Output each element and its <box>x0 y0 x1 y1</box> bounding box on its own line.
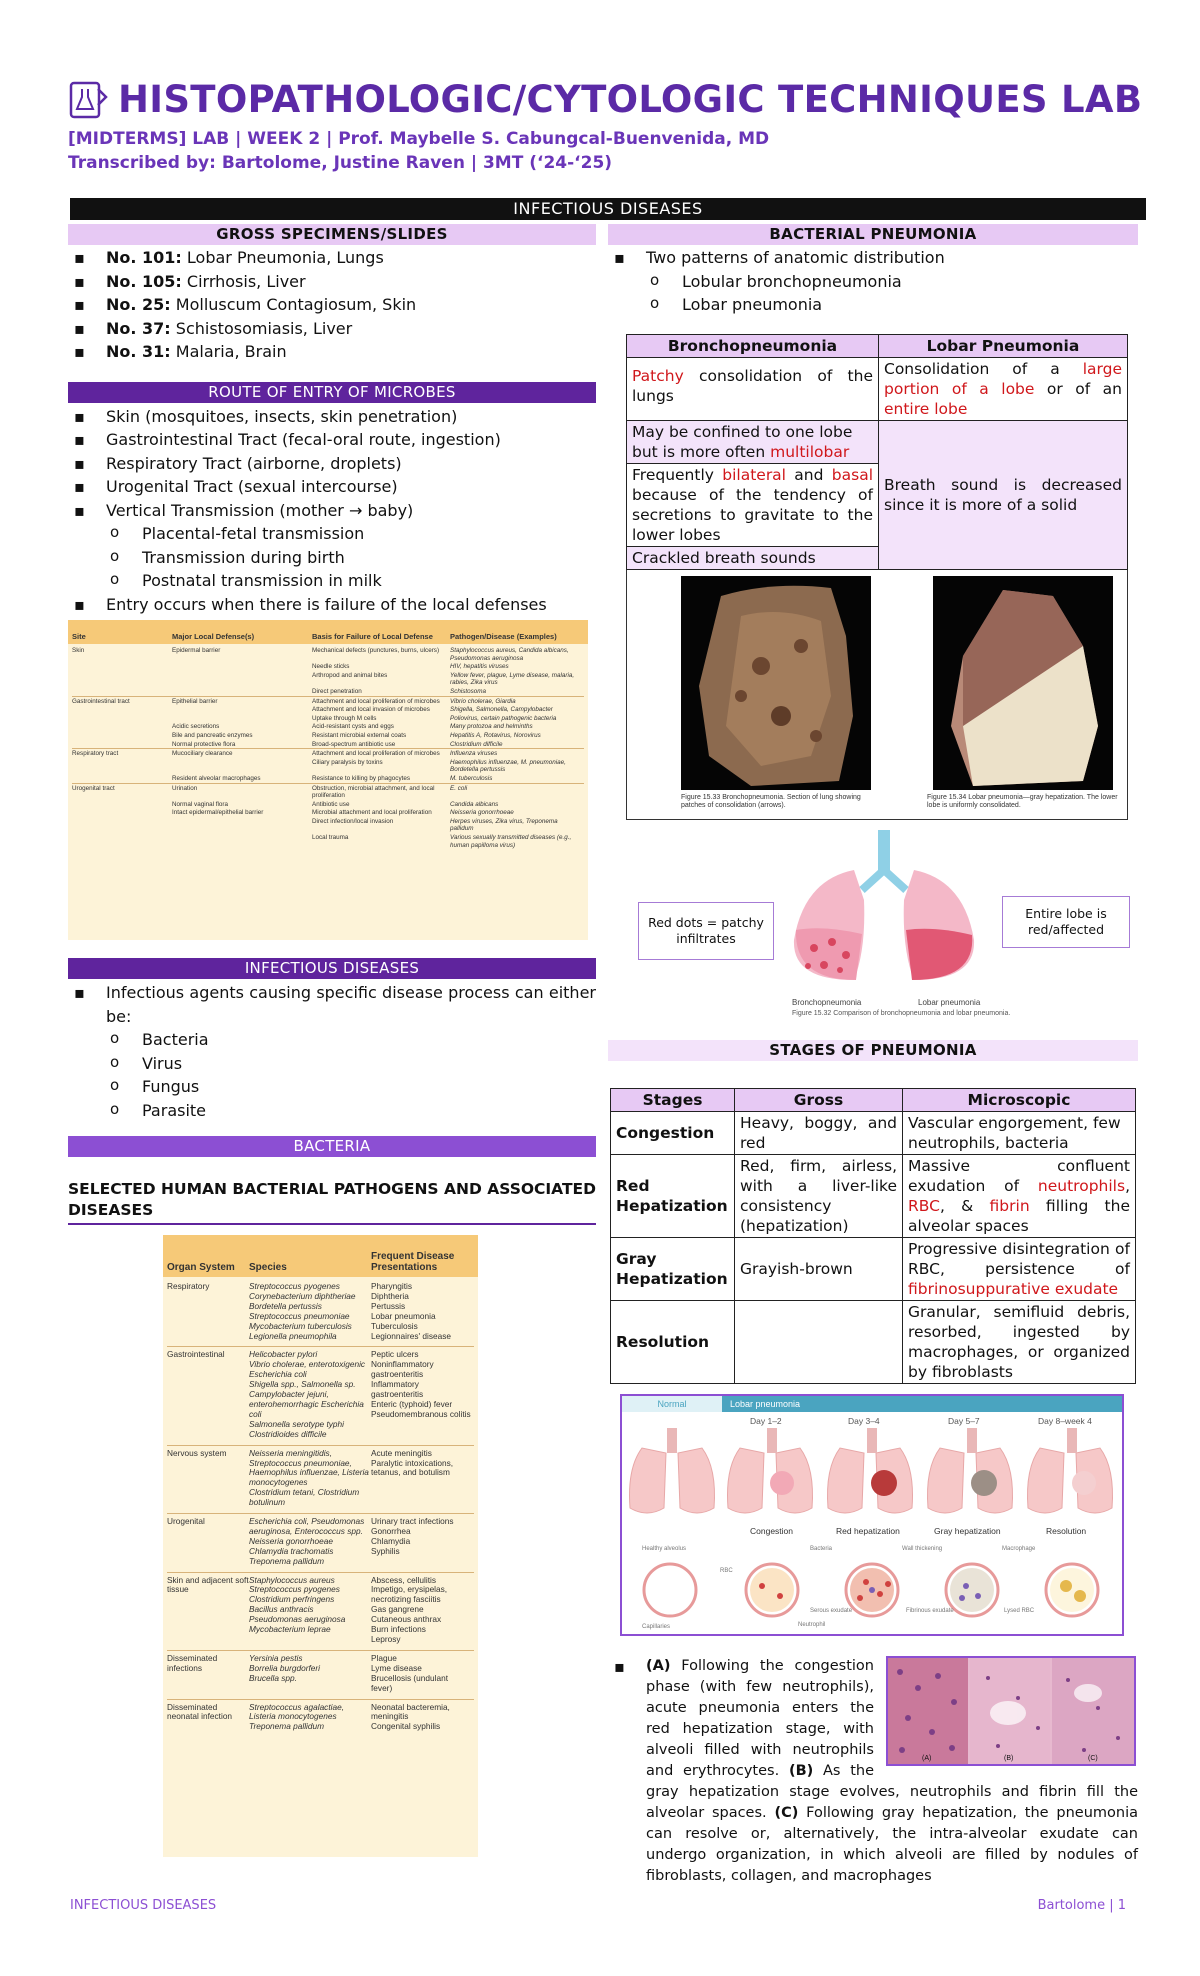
table-cell: Ciliary paralysis by toxins <box>312 758 383 766</box>
main-banner: INFECTIOUS DISEASES <box>70 198 1146 220</box>
table-cell: Gastrointestinal tract <box>72 697 130 705</box>
disease: Pertussis <box>371 1300 406 1311</box>
table-cell: Mucociliary clearance <box>172 750 233 758</box>
list-item: ▪ No. 101: Lobar Pneumonia, Lungs <box>68 246 596 270</box>
gross-heading: GROSS SPECIMENS/SLIDES <box>68 224 596 245</box>
histology-section <box>608 1656 1138 1887</box>
table-cell: Herpes viruses, Zika virus, Treponema pallidum <box>450 817 558 833</box>
organ-system: Gastrointestinal <box>167 1349 225 1360</box>
species: Bordetella pertussis <box>249 1300 322 1311</box>
list-item: o Bacteria <box>106 1028 596 1052</box>
diagram-label: Lobar pneumonia <box>918 997 981 1007</box>
table-cell: Direct infection/local invasion <box>312 817 394 825</box>
list-item: ▪ Two patterns of anatomic distribution o Lobular bronchopneumonia o Lobar pneumonia <box>608 246 1138 317</box>
disease: Legionnaires' disease <box>371 1330 451 1341</box>
table-cell: Urogenital tract <box>72 784 115 792</box>
species: Streptococcus pneumoniae <box>249 1310 350 1321</box>
header-subtitle: [MIDTERMS] LAB | WEEK 2 | Prof. Maybelle S. Cabungcal-Buenvenida, MD <box>68 129 770 149</box>
table-row <box>72 833 584 849</box>
route-list <box>68 405 596 617</box>
list-item: ▪ No. 25: Molluscum Contagiosum, Skin <box>68 293 596 317</box>
diagram-label: Day 5–7 <box>948 1415 980 1426</box>
bacteria-subheading: SELECTED HUMAN BACTERIAL PATHOGENS AND ASSOCIATED DISEASES <box>68 1179 596 1225</box>
list-item: ▪ Entry occurs when there is failure of the local defenses <box>68 593 596 617</box>
table-cell: Clostridium difficile <box>450 740 503 748</box>
table-cell: Schistosoma <box>450 687 487 695</box>
table-cell: Attachment and local proliferation of microbes <box>312 697 440 705</box>
species: Yersinia pestis <box>249 1652 303 1663</box>
table-cell: Frequently bilateral and basal because of the tendency of secretions to gravitate to the lower lobes <box>627 463 879 546</box>
footer-page-number: Bartolome | 1 <box>1037 1898 1126 1913</box>
page-title: HISTOPATHOLOGIC/CYTOLOGIC TECHNIQUES LAB <box>118 78 1143 121</box>
disease: Gonorrhea <box>371 1525 411 1536</box>
table-cell: Direct penetration <box>312 687 362 695</box>
header-transcriber: Transcribed by: Bartolome, Justine Raven | 3MT (‘24-‘25) <box>68 153 613 173</box>
diagram-label: Normal <box>622 1396 722 1412</box>
right-column <box>608 224 1138 1887</box>
table-cell: Influenza viruses <box>450 750 498 758</box>
table-cell: Shigella, Salmonella, Campylobacter <box>450 706 553 714</box>
lung-stage-illustrations <box>622 1428 1122 1528</box>
table-cell: Resolution <box>611 1300 735 1383</box>
disease: Paralytic intoxications, tetanus, and botulism <box>371 1457 454 1478</box>
table-row <box>72 817 584 833</box>
species: Vibrio cholerae, enterotoxigenic Escherichia coli <box>249 1359 366 1380</box>
species: Chlamydia trachomatis <box>249 1545 334 1556</box>
species: Mycobacterium tuberculosis <box>249 1320 352 1331</box>
diagram-label: RBC <box>720 1567 733 1574</box>
table-cell: Needle sticks <box>312 663 350 671</box>
diagram-label: Capillaries <box>642 1623 671 1630</box>
disease: Burn infections <box>371 1624 426 1635</box>
disease: Urinary tract infections <box>371 1516 454 1527</box>
disease: Brucellosis (undulant fever) <box>371 1672 449 1693</box>
pneumonia-stages-diagram <box>620 1394 1124 1636</box>
table-cell: HIV, hepatitis viruses <box>450 663 509 671</box>
table-cell: Vibrio cholerae, Giardia <box>450 697 516 705</box>
footer-section-label: INFECTIOUS DISEASES <box>70 1898 217 1913</box>
disease: Cutaneous anthrax <box>371 1614 442 1625</box>
table-cell <box>172 706 312 714</box>
table-row <box>167 1445 474 1513</box>
diagram-label: Wall thickening <box>902 1545 943 1552</box>
species: Borrelia burgdorferi <box>249 1662 321 1673</box>
table-row <box>167 1650 474 1699</box>
diagram-label: Day 3–4 <box>848 1415 880 1426</box>
disease: Peptic ulcers <box>371 1349 419 1360</box>
table-row <box>72 800 584 809</box>
list-item: ▪ (A) Following the congestion phase (with few neutrophils), acute pneumonia enters the red hepatization stage, with alveoli filled with neutrophils and erythrocytes. (B) As the gray hepatization stage evolves, neutrophils and fibrin fill the alveolar spaces. (C) Following gray hepatization, the pneumonia can resolve or, alternatively, the intra-alveolar exudate can undergo organization, in which alveoli are filled by nodules of fibroblasts, collagen, and macrophages <box>608 1656 1138 1887</box>
table-cell: Normal vaginal flora <box>172 800 228 808</box>
disease: Diphtheria <box>371 1290 409 1301</box>
species: Legionella pneumophila <box>249 1330 337 1341</box>
organ-system: Disseminated neonatal infection <box>167 1701 233 1722</box>
table-cell: Gray Hepatization <box>611 1237 735 1300</box>
bacteria-heading: BACTERIA <box>68 1136 596 1157</box>
table-cell: Skin <box>72 647 85 654</box>
disease: Pharyngitis <box>371 1281 413 1291</box>
species: Streptococcus agalactiae, Listeria monocytogenes <box>249 1701 345 1722</box>
table-row <box>167 1572 474 1650</box>
table-row <box>167 1279 474 1346</box>
diagram-label: Lobar pneumonia <box>722 1396 1122 1412</box>
organ-system: Disseminated infections <box>167 1652 218 1673</box>
table-cell: Staphylococcus aureus, Candida albicans, Pseudomonas aeruginosa <box>450 647 569 662</box>
table-cell: Yellow fever, plague, Lyme disease, malaria, rabies, Zika virus <box>450 671 575 687</box>
diagram-label: Serous exudate <box>810 1607 853 1614</box>
table-cell: Normal protective flora <box>172 740 236 748</box>
gross-lung-figures <box>626 570 1128 820</box>
species: Streptococcus pyogenes <box>249 1281 340 1291</box>
organ-system: Nervous system <box>167 1447 227 1458</box>
disease: Pseudomembranous colitis <box>371 1408 471 1419</box>
table-cell: Uptake through M cells <box>312 714 377 722</box>
disease: Gas gangrene <box>371 1604 424 1615</box>
species: Neisseria meningitidis, Streptococcus pneumoniae, Haemophilus influenzae, Listeria monocytogenes <box>249 1447 369 1488</box>
figure-caption: Figure 15.34 Lobar pneumonia—gray hepatization. The lower lobe is uniformly consolidated. <box>927 793 1118 809</box>
list-item: ▪ Respiratory Tract (airborne, droplets) <box>68 452 596 476</box>
organ-system: Respiratory <box>167 1281 210 1291</box>
table-cell <box>172 663 312 671</box>
flask-icon <box>68 79 110 121</box>
table-cell <box>72 672 172 687</box>
diagram-label: Healthy alveolus <box>642 1545 687 1552</box>
table-cell: May be confined to one lobe but is more often multilobar <box>627 420 879 463</box>
disease: Plague <box>371 1652 397 1663</box>
figure-caption: Figure 15.33 Bronchopneumonia. Section of lung showing patches of consolidation (arrows). <box>681 793 861 809</box>
table-cell: Crackled breath sounds <box>627 546 879 569</box>
table-header: Bronchopneumonia <box>627 334 879 357</box>
species: Neisseria gonorrhoeae <box>249 1535 333 1546</box>
table-cell: Poliovirus, certain pathogenic bacteria <box>450 714 557 722</box>
bacterial-pathogens-table-image: Organ System Species Frequent Disease Presentations Respiratory Streptococcus pyogenes Corynebacterium diphtheriae Bordetella pertussis Streptococcus pneumoniae Mycobacterium tuberculosis Legionella pneumophila Pharyngitis Diphtheria Pertussis Lobar pneumonia Tuberculosis Legionnaires' disease Gastrointestinal Helicobacter pylori Vibrio cholerae, enterotoxigenic Escherichia coli Shigella spp., Salmonella sp. Campylobacter jejuni, enterohemorrhagic Escherichia coli Salmonella serotype typhi Clostridioides difficile Peptic ulcers Noninflammatory gastroenteritis Inflammatory gastroenteritis Enteric (typhoid) fever Pseudomembranous colitis Nervous system Neisseria meningitidis, Streptococcus pneumoniae, Haemophilus influenzae, Listeria monocytogenes Clostridium tetani, Clostridium botulinum Acute meningitis Paralytic intoxications, tetanus, and botulism Urogenital Escherichia coli, Pseudomonas aeruginosa, Enterococcus spp. Neisseria gonorrhoeae Chlamydia trachomatis Treponema pallidum Urinary tract infections Gonorrhea Chlamydia Syphilis Skin and adjacent soft tissue Staphylococcus aureus Streptococcus pyogenes Clostridium perfringens Bacillus anthracis Pseudomonas aeruginosa Mycobacterium leprae Abscess, cellulitis Impetigo, erysipelas, necrotizing fasciitis Gas gangrene Cutaneous anthrax Burn infections Leprosy Disseminated infections Yersinia pestis Borrelia burgdorferi Brucella spp. Plague Lyme disease Brucellosis (undulant fever) Disseminated neonatal infection Streptococcus agalactiae, Listeria monocytogenes Treponema pallidum Neonatal bacteremia, meningitis Congenital syphilis <box>163 1235 478 1857</box>
table-cell: Heavy, boggy, and red <box>735 1111 903 1154</box>
diagram-label: Neutrophil <box>798 1621 826 1628</box>
list-item: ▪ Gastrointestinal Tract (fecal-oral route, ingestion) <box>68 428 596 452</box>
disease: Lyme disease <box>371 1662 422 1673</box>
table-cell: Respiratory tract <box>72 750 119 758</box>
disease: Leprosy <box>371 1634 401 1644</box>
stages-table <box>610 1088 1136 1384</box>
table-cell: Red, firm, airless, with a liver-like consistency (hepatization) <box>735 1154 903 1237</box>
list-item: ▪ No. 37: Schistosomiasis, Liver <box>68 317 596 341</box>
table-row <box>72 774 584 783</box>
table-cell: Epithelial barrier <box>172 697 218 705</box>
table-cell: Progressive disintegration of RBC, persistence of fibrinosuppurative exudate <box>903 1237 1136 1300</box>
organ-system: Urogenital <box>167 1516 205 1527</box>
disease: Inflammatory gastroenteritis <box>371 1379 424 1400</box>
disease: Neonatal bacteremia, meningitis <box>371 1701 450 1722</box>
species: Helicobacter pylori <box>249 1349 318 1360</box>
species: Treponema pallidum <box>249 1555 325 1566</box>
table-header: Microscopic <box>903 1088 1136 1111</box>
table-cell: Local trauma <box>312 834 349 842</box>
diagram-label: Fibrinous exudate <box>906 1607 954 1614</box>
table-cell: Bile and pancreatic enzymes <box>172 731 253 739</box>
diagram-label: Red hepatization <box>836 1525 900 1536</box>
disease: Impetigo, erysipelas, necrotizing fasciitis <box>371 1584 448 1605</box>
table-cell: Arthropod and animal bites <box>312 671 388 679</box>
list-item: ▪ Urogenital Tract (sexual intercourse) <box>68 475 596 499</box>
alveolus-stage-illustrations <box>622 1545 1122 1634</box>
diagram-label: Gray hepatization <box>934 1525 1001 1536</box>
table-cell <box>72 834 172 849</box>
species: Staphylococcus aureus <box>249 1574 335 1585</box>
list-item: o Virus <box>106 1052 596 1076</box>
diagram-label: Bacteria <box>810 1545 833 1552</box>
table-cell: Microbial attachment and local proliferation <box>312 809 432 817</box>
table-row <box>72 731 584 740</box>
species: Brucella spp. <box>249 1672 297 1683</box>
table-cell <box>72 688 172 696</box>
table-cell: Resistance to killing by phagocytes <box>312 774 411 782</box>
table-row <box>72 722 584 731</box>
panel-label: (C) <box>1088 1754 1098 1762</box>
lungs-illustration <box>784 830 984 998</box>
table-cell: Attachment and local invasion of microbes <box>312 706 430 714</box>
table-cell: Broad-spectrum antibiotic use <box>312 740 396 748</box>
table-cell <box>72 801 172 809</box>
table-cell <box>72 715 172 723</box>
infectious-heading: INFECTIOUS DISEASES <box>68 958 596 979</box>
table-cell: Resident alveolar macrophages <box>172 774 261 782</box>
table-cell: Hepatitis A, Rotavirus, Norovirus <box>450 731 541 739</box>
gross-list <box>68 246 596 364</box>
table-cell: Vascular engorgement, few neutrophils, bacteria <box>903 1111 1136 1154</box>
table-row <box>72 808 584 817</box>
table-cell: Epidermal barrier <box>172 647 221 654</box>
species: Salmonella serotype typhi <box>249 1418 345 1429</box>
panel-label: (A) <box>922 1754 932 1762</box>
species: Bacillus anthracis <box>249 1604 314 1615</box>
table-cell: M. tuberculosis <box>450 774 493 782</box>
table-cell: Many protozoa and helminths <box>450 723 533 731</box>
bacterial-pneumonia-heading: BACTERIAL PNEUMONIA <box>608 224 1138 245</box>
list-item: o Transmission during birth <box>106 546 596 570</box>
table-cell: Breath sound is decreased since it is more of a solid <box>879 420 1128 569</box>
table-cell: Mechanical defects (punctures, burns, ulcers) <box>312 647 440 654</box>
table-row <box>72 714 584 723</box>
pneumonia-comparison-table <box>626 334 1128 570</box>
table-row <box>72 662 584 671</box>
diagram-label: Lysed RBC <box>1004 1607 1035 1614</box>
disease: Lobar pneumonia <box>371 1310 436 1321</box>
table-cell <box>72 759 172 774</box>
species: Treponema pallidum <box>249 1721 325 1732</box>
table-cell: Antibiotic use <box>312 800 350 808</box>
table-cell: Acid-resistant cysts and eggs <box>312 723 394 731</box>
species: Shigella spp., Salmonella sp. Campylobacter jejuni, enterohemorrhagic Escherichia coli <box>249 1379 364 1419</box>
table-cell: Haemophilus influenzae, M. pneumoniae, Bordetella pertussis <box>450 758 566 774</box>
table-cell <box>72 818 172 833</box>
table-cell <box>735 1300 903 1383</box>
stages-heading: STAGES OF PNEUMONIA <box>608 1040 1138 1061</box>
disease: Acute meningitis <box>371 1447 432 1458</box>
table-cell <box>172 834 312 849</box>
disease: Syphilis <box>371 1545 400 1556</box>
route-heading: ROUTE OF ENTRY OF MICROBES <box>68 382 596 403</box>
table-cell <box>72 809 172 817</box>
table-cell: Resistant microbial external coats <box>312 731 407 739</box>
callout-entire-lobe: Entire lobe is red/affected <box>1002 896 1130 948</box>
table-cell <box>72 732 172 740</box>
diagram-label: Day 1–2 <box>750 1415 782 1426</box>
lobar-pneumonia-gross-photo <box>933 576 1113 790</box>
table-cell: Congestion <box>611 1111 735 1154</box>
table-row <box>167 1513 474 1572</box>
table-row <box>72 783 584 800</box>
list-item: o Parasite <box>106 1099 596 1123</box>
table-row <box>72 740 584 749</box>
table-cell: Intact epidermal/epithelial barrier <box>172 809 264 817</box>
table-cell <box>72 741 172 749</box>
left-column <box>68 224 596 1857</box>
table-cell <box>172 759 312 774</box>
disease: Tuberculosis <box>371 1320 418 1331</box>
list-item: ▪ No. 31: Malaria, Brain <box>68 340 596 364</box>
species: Clostridium perfringens <box>249 1594 335 1605</box>
table-row <box>72 687 584 696</box>
list-item: o Fungus <box>106 1075 596 1099</box>
species: Mycobacterium leprae <box>249 1624 331 1635</box>
table-row <box>72 748 584 758</box>
list-item: ▪ Vertical Transmission (mother → baby) o Placental-fetal transmission o Transmission during birth o Postnatal transmission in milk <box>68 499 596 593</box>
table-cell <box>72 663 172 671</box>
table-cell: Red Hepatization <box>611 1154 735 1237</box>
table-cell <box>72 706 172 714</box>
table-cell: Granular, semifluid debris, resorbed, ingested by macrophages, or organized by fibroblasts <box>903 1300 1136 1383</box>
lung-comparison-diagram <box>608 830 1138 1026</box>
diagram-label: Macrophage <box>1002 1545 1036 1552</box>
table-row <box>167 1699 474 1738</box>
table-row <box>72 671 584 687</box>
species: Clostridioides difficile <box>249 1428 327 1439</box>
list-item: ▪ No. 105: Cirrhosis, Liver <box>68 270 596 294</box>
table-cell: Attachment and local proliferation of microbes <box>312 750 440 758</box>
table-cell <box>172 688 312 696</box>
page-header <box>68 78 1148 175</box>
table-row <box>167 1346 474 1444</box>
table-row <box>72 646 584 662</box>
diagram-label: Resolution <box>1046 1525 1087 1536</box>
disease: Chlamydia <box>371 1535 411 1546</box>
histology-description <box>608 1656 1138 1887</box>
table-cell <box>72 723 172 731</box>
table-cell: Patchy consolidation of the lungs <box>627 357 879 420</box>
disease: Noninflammatory gastroenteritis <box>371 1359 434 1380</box>
infectious-list <box>68 981 596 1122</box>
species: Pseudomonas aeruginosa <box>249 1614 346 1625</box>
disease: Congenital syphilis <box>371 1721 441 1732</box>
local-defense-table-image: Site Major Local Defense(s) Basis for Failure of Local Defense Pathogen/Disease (Examples) Skin Epidermal barrier Mechanical defects (punctures, burns, ulcers) Staphylococcus aureus, Candida albicans, Pseudomonas aeruginosa Needle sticks HIV, hepatitis viruses Arthropod and animal bites Yellow fever, plague, Lyme disease, malaria, rabies, Zika virus Direct penetration Schistosoma Gastrointestinal tract Epithelial barrier Attachment and local proliferation of microbes Vibrio cholerae, Giardia Attachment and local invasion of microbes Shigella, Salmonella, Campylobacter Uptake through M cells Poliovirus, certain pathogenic bacteria Acidic secretions Acid-resistant cysts and eggs Many protozoa and helminths Bile and pancreatic enzymes Resistant microbial external coats Hepatitis A, Rotavirus, Norovirus Normal protective flora Broad-spectrum antibiotic use Clostridium difficile Respiratory tract Mucociliary clearance Attachment and local proliferation of microbes Influenza viruses Ciliary paralysis by toxins Haemophilus influenzae, M. pneumoniae, Bordetella pertussis Resident alveolar macrophages Resistance to killing by phagocytes M. tuberculosis Urogenital tract Urination Obstruction, microbial attachment, and local proliferation E. coli Normal vaginal flora Antibiotic use Candida albicans Intact epidermal/epithelial barrier Microbial attachment and local proliferation Neisseria gonorrhoeae Direct infection/local invasion Herpes viruses, Zika virus, Treponema pallidum Local trauma Various sexually transmitted diseases (e.g., human papilloma virus) <box>68 620 588 940</box>
table-cell: Consolidation of a large portion of a lobe or of an entire lobe <box>879 357 1128 420</box>
diagram-label: Congestion <box>750 1525 794 1536</box>
list-item: o Placental-fetal transmission <box>106 522 596 546</box>
species: Streptococcus pyogenes <box>249 1584 340 1595</box>
pneumonia-pattern-list <box>608 246 1138 317</box>
bronchopneumonia-gross-photo <box>681 576 871 790</box>
diagram-label: Bronchopneumonia <box>792 997 862 1007</box>
list-item: o Lobular bronchopneumonia <box>646 270 1138 294</box>
list-item: o Lobar pneumonia <box>646 293 1138 317</box>
table-cell <box>172 715 312 723</box>
species: Corynebacterium diphtheriae <box>249 1290 356 1301</box>
table-cell <box>172 818 312 833</box>
table-cell <box>72 775 172 783</box>
panel-label: (B) <box>1004 1754 1014 1762</box>
table-cell: Grayish-brown <box>735 1237 903 1300</box>
table-row <box>72 696 584 706</box>
table-cell: Urination <box>172 784 198 792</box>
table-header: Gross <box>735 1088 903 1111</box>
disease: Enteric (typhoid) fever <box>371 1398 453 1409</box>
table-cell <box>172 672 312 687</box>
table-header: Stages <box>611 1088 735 1111</box>
table-cell: E. coli <box>450 784 468 792</box>
table-cell: Various sexually transmitted diseases (e.g., human papilloma virus) <box>450 834 572 849</box>
species: Escherichia coli, Pseudomonas aeruginosa, Enterococcus spp. <box>249 1516 365 1536</box>
table-cell: Acidic secretions <box>172 723 220 731</box>
organ-system: Skin and adjacent soft tissue <box>167 1574 249 1595</box>
table-row <box>72 758 584 774</box>
diagram-label: Day 8–week 4 <box>1038 1415 1092 1426</box>
figure-caption: Figure 15.32 Comparison of bronchopneumonia and lobar pneumonia. <box>792 1009 1011 1017</box>
table-cell: Obstruction, microbial attachment, and local proliferation <box>312 784 435 800</box>
table-cell: Candida albicans <box>450 800 499 808</box>
disease: Abscess, cellulitis <box>371 1574 437 1585</box>
table-cell: Massive confluent exudation of neutrophils, RBC, & fibrin filling the alveolar spaces <box>903 1154 1136 1237</box>
list-item: ▪ Skin (mosquitoes, insects, skin penetration) <box>68 405 596 429</box>
list-item: o Postnatal transmission in milk <box>106 569 596 593</box>
species: Clostridium tetani, Clostridium botulinum <box>249 1487 360 1508</box>
list-item: ▪ Infectious agents causing specific disease process can either be: o Bacteria o Virus o Fungus o Parasite <box>68 981 596 1122</box>
table-cell: Neisseria gonorrhoeae <box>450 809 514 817</box>
table-header: Lobar Pneumonia <box>879 334 1128 357</box>
callout-red-dots: Red dots = patchy infiltrates <box>638 902 774 960</box>
table-row <box>72 705 584 714</box>
